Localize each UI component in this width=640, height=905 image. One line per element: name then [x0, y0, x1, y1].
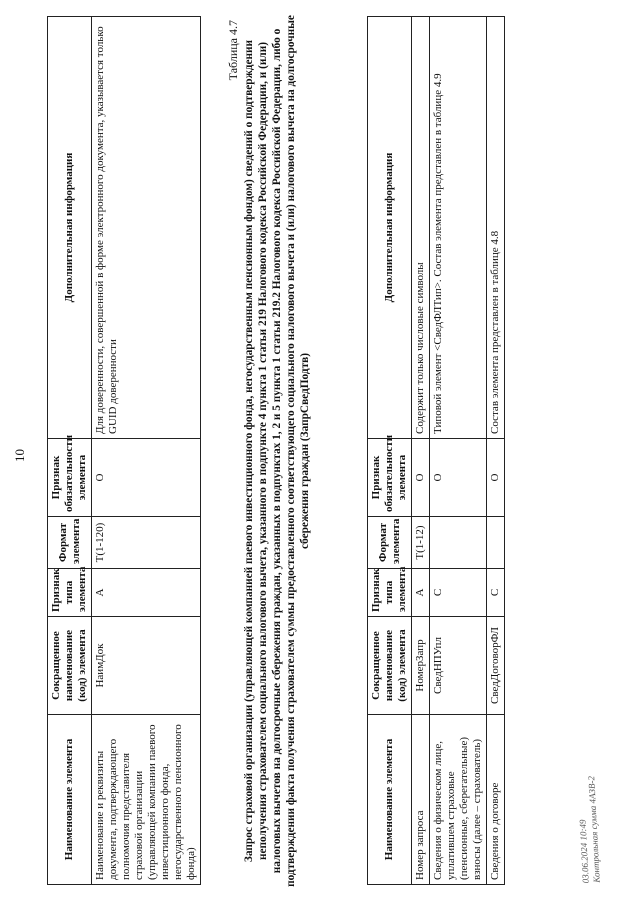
cell-type: С	[430, 569, 487, 617]
header-format: Формат элемента	[368, 517, 412, 569]
cell-code: НаимДок	[92, 617, 201, 715]
header-type: Признак типа элемента	[48, 569, 92, 617]
element-table-continued	[47, 16, 201, 885]
table-header-row	[48, 17, 92, 885]
table-number: Таблица 4.7	[226, 20, 240, 81]
table-row	[430, 17, 487, 885]
cell-code: СведДоговорФЛ	[487, 617, 505, 715]
header-format: Формат элемента	[48, 517, 92, 569]
cell-required: О	[487, 439, 505, 517]
cell-extra: Состав элемента представлен в таблице 4.8	[487, 17, 505, 439]
header-extra: Дополнительная информация	[48, 17, 92, 439]
header-required: Признак обязательности элемента	[368, 439, 412, 517]
cell-required: О	[92, 439, 201, 517]
cell-type: С	[487, 569, 505, 617]
cell-extra: Для доверенности, совершенной в форме электронного документа, указывается только GUID доверенности	[92, 17, 201, 439]
cell-required: О	[430, 439, 487, 517]
registration-stamp: 03.06.2024 10:49 Контрольная сумма 4A3B-2	[577, 775, 602, 884]
header-name: Наименование элемента	[48, 715, 92, 885]
table-caption: Запрос страховой организации (управляющей компанией паевого инвестиционного фонда, негосударственным пенсионным фондом) сведений о подтверждении неполучения страхователем социального налогового вычета, указанного в подпункте 4 пункта 1 статьи 219 Налогового кодекса Российской Федерации, и (или) налоговых вычетов на долгосрочные сбережения граждан, указанных в подпунктах 1, 2 и 5 пункта 1 статьи 219.2 Налогового кодекса Российской Федерации, либо о подтверждении факта получения страхователем суммы предоставленного соответствующего социального налогового вычета и (или) налогового вычета на долгосрочные сбережения граждан (ЗапрСведПодтв)	[243, 15, 311, 887]
cell-type: А	[412, 569, 430, 617]
cell-code: НомерЗапр	[412, 617, 430, 715]
header-name: Наименование элемента	[368, 715, 412, 885]
cell-required: О	[412, 439, 430, 517]
header-required: Признак обязательности элемента	[48, 439, 92, 517]
table-row	[487, 17, 505, 885]
cell-code: СведНПУпл	[430, 617, 487, 715]
cell-extra: Содержит только числовые символы	[412, 17, 430, 439]
cell-format	[430, 517, 487, 569]
table-row	[92, 17, 201, 885]
cell-name: Сведения о договоре	[487, 715, 505, 885]
table-header-row	[368, 17, 412, 885]
cell-type: А	[92, 569, 201, 617]
cell-name: Сведения о физическом лице, уплатившем страховые (пенсионные, сберегательные) взносы (далее – страхователь)	[430, 715, 487, 885]
cell-name: Номер запроса	[412, 715, 430, 885]
header-code: Сокращенное наименование (код) элемента	[368, 617, 412, 715]
cell-format: Т(1-12)	[412, 517, 430, 569]
cell-format	[487, 517, 505, 569]
cell-name: Наименование и реквизиты документа, подтверждающего полномочия представителя страховой организации (управляющей компании паевого инвестиционного фонда, негосударственного пенсионного фонда)	[92, 715, 201, 885]
cell-format: Т(1-120)	[92, 517, 201, 569]
header-extra: Дополнительная информация	[368, 17, 412, 439]
cell-extra: Типовой элемент <СведФЛТип>. Состав элемента представлен в таблице 4.9	[430, 17, 487, 439]
element-table-4-7	[367, 16, 505, 885]
header-code: Сокращенное наименование (код) элемента	[48, 617, 92, 715]
table-row	[412, 17, 430, 885]
header-type: Признак типа элемента	[368, 569, 412, 617]
page-number: 10	[12, 449, 27, 462]
